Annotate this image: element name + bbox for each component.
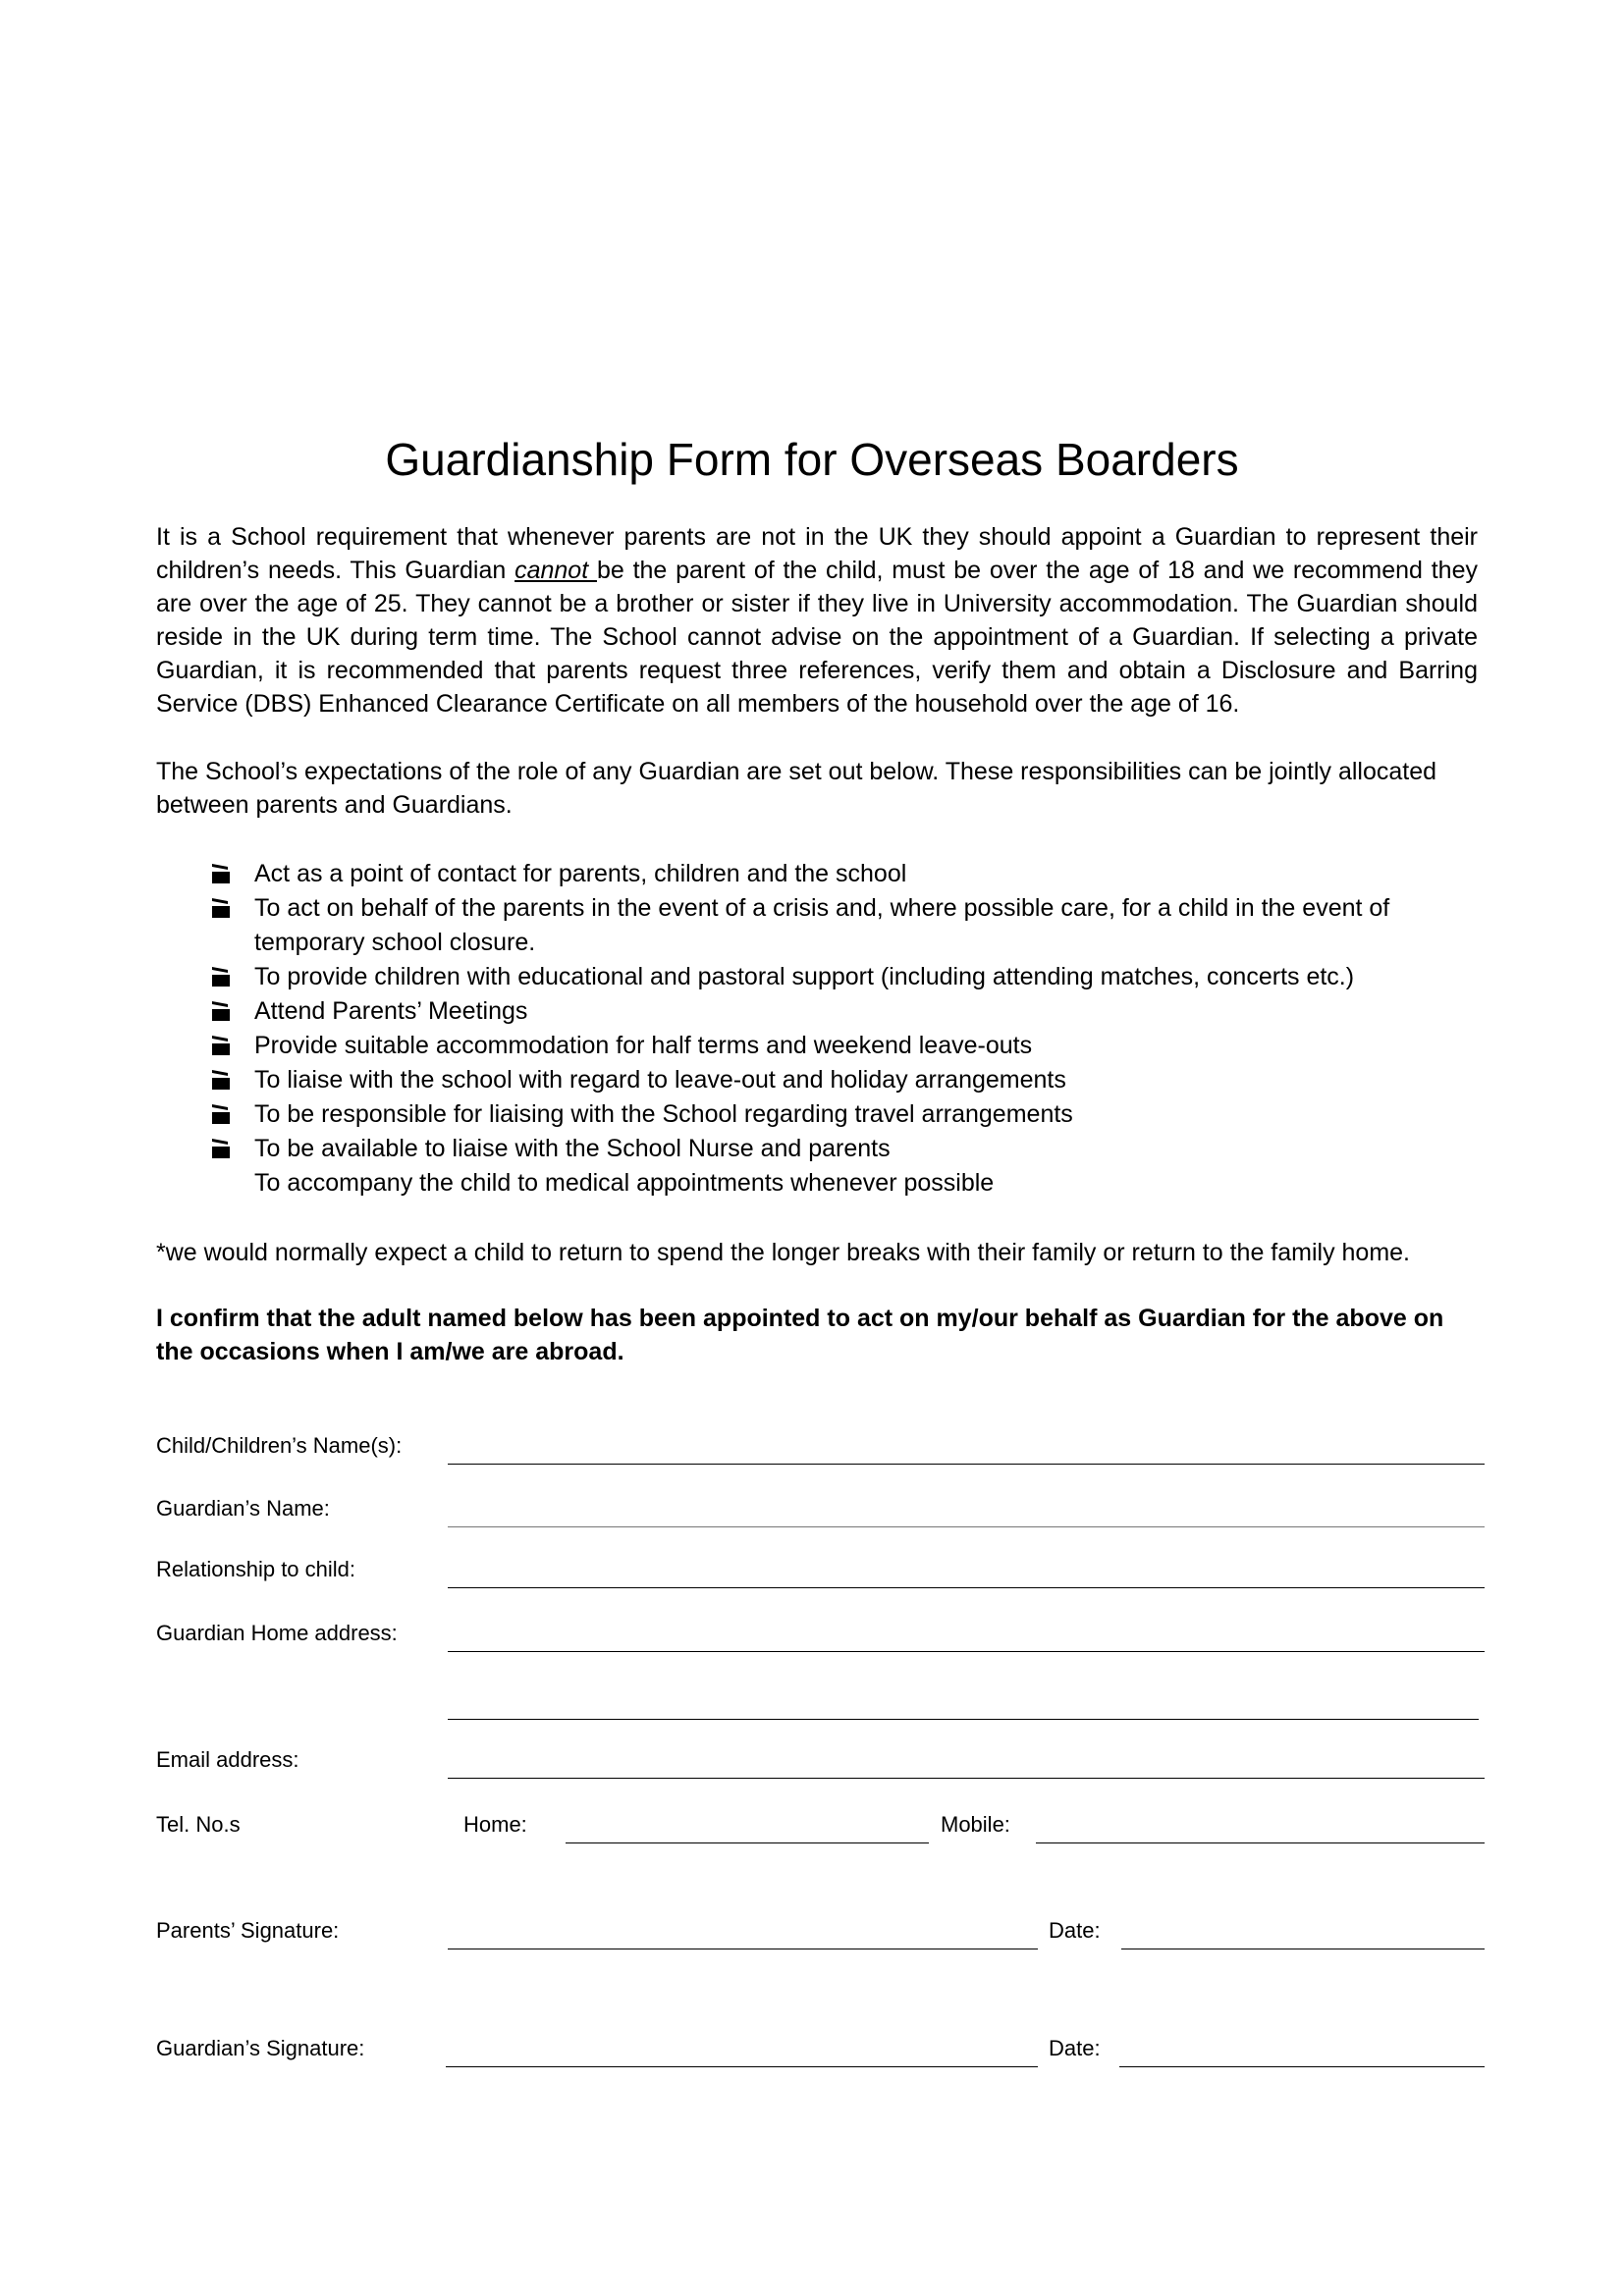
list-item bbox=[156, 1029, 1478, 1063]
tel-label: Tel. No.s bbox=[156, 1812, 241, 1837]
list-item-text: Attend Parents’ Meetings bbox=[254, 997, 528, 1025]
list-item-text: Provide suitable accommodation for half terms and weekend leave-outs bbox=[254, 1032, 1033, 1059]
address-field-line-2[interactable] bbox=[448, 1719, 1479, 1720]
guardian-date-label: Date: bbox=[1049, 2036, 1101, 2060]
clapperboard-icon bbox=[211, 1138, 231, 1159]
list-item bbox=[156, 1063, 1478, 1097]
list-item bbox=[156, 891, 1478, 960]
clapperboard-icon bbox=[211, 897, 231, 919]
parents-date-label: Date: bbox=[1049, 1918, 1101, 1943]
email-field[interactable] bbox=[448, 1778, 1485, 1779]
intro-paragraph bbox=[156, 520, 1478, 721]
mobile-tel-field[interactable] bbox=[1036, 1842, 1485, 1843]
list-item-text: To be available to liaise with the School Nurse and parents bbox=[254, 1135, 891, 1162]
list-item bbox=[156, 1097, 1478, 1132]
guardian-name-label: Guardian’s Name: bbox=[156, 1496, 330, 1521]
parents-signature-label: Parents’ Signature: bbox=[156, 1918, 340, 1943]
address-field-line-1[interactable] bbox=[448, 1651, 1485, 1652]
list-item bbox=[156, 1166, 1478, 1201]
guardian-name-row bbox=[0, 1488, 1624, 1527]
clapperboard-icon bbox=[211, 1103, 231, 1125]
intro-text-1: It is a School requirement that whenever parents are not in the UK they should appoint a Guardian to represent their children’s needs. This Guardian bbox=[156, 523, 1478, 584]
clapperboard-icon bbox=[211, 1069, 231, 1091]
guardian-signature-label: Guardian’s Signature: bbox=[156, 2036, 365, 2060]
tel-row bbox=[0, 1804, 1624, 1843]
clapperboard-icon bbox=[211, 966, 231, 988]
email-label: Email address: bbox=[156, 1747, 299, 1772]
guardian-signature-field[interactable] bbox=[446, 2066, 1038, 2067]
list-item-text: To be responsible for liaising with the School regarding travel arrangements bbox=[254, 1100, 1073, 1128]
list-item-text: To liaise with the school with regard to leave-out and holiday arrangements bbox=[254, 1066, 1066, 1094]
child-name-field[interactable] bbox=[448, 1464, 1485, 1465]
list-item bbox=[156, 960, 1478, 994]
list-item-text: To accompany the child to medical appointments whenever possible bbox=[254, 1169, 995, 1197]
clapperboard-icon bbox=[211, 863, 231, 884]
home-tel-field[interactable] bbox=[566, 1842, 929, 1843]
relationship-row bbox=[0, 1549, 1624, 1588]
guardian-signature-row bbox=[0, 2028, 1624, 2067]
list-item-text: To act on behalf of the parents in the event of a crisis and, where possible care, for a child in the event of temporary school closure. bbox=[254, 894, 1390, 956]
child-name-label: Child/Children’s Name(s): bbox=[156, 1433, 403, 1458]
responsibilities-list bbox=[156, 857, 1478, 1201]
parents-signature-row bbox=[0, 1910, 1624, 1949]
guardian-date-field[interactable] bbox=[1119, 2066, 1485, 2067]
mobile-tel-label: Mobile: bbox=[941, 1812, 1010, 1837]
footnote: *we would normally expect a child to return to spend the longer breaks with their family or return to the family home. bbox=[156, 1239, 1411, 1266]
expectations-paragraph: The School’s expectations of the role of any Guardian are set out below. These responsibilities can be jointly allocated between parents and Guardians. bbox=[156, 758, 1437, 819]
address-label: Guardian Home address: bbox=[156, 1621, 398, 1645]
page-title: Guardianship Form for Overseas Boarders bbox=[385, 434, 1239, 485]
home-tel-label: Home: bbox=[463, 1812, 527, 1837]
confirmation-statement: I confirm that the adult named below has been appointed to act on my/our behalf as Guardian for the above on the occasions when I am/we are abroad. bbox=[156, 1305, 1444, 1365]
clapperboard-icon bbox=[211, 1000, 231, 1022]
intro-emphasis: cannot bbox=[514, 557, 597, 584]
email-row bbox=[0, 1739, 1624, 1779]
guardian-name-field[interactable] bbox=[448, 1526, 1485, 1527]
list-item bbox=[156, 994, 1478, 1029]
address-row-2 bbox=[0, 1681, 1624, 1720]
list-item-text: To provide children with educational and pastoral support (including attending matches, concerts etc.) bbox=[254, 963, 1355, 990]
list-item bbox=[156, 857, 1478, 891]
intro-text-2: be the parent of the child, must be over the age of 18 and we recommend they are over the age of 25. They cannot be a brother or sister if they live in University accommodation. The Guardian should reside in the UK during term time. The School cannot advise on the appointment of a Guardian. If selecting a private Guardian, it is recommended that parents request three references, verify them and obtain a Disclosure and Barring Service (DBS) Enhanced Clearance Certificate on all members of the household over the age of 16. bbox=[156, 557, 1478, 718]
address-row bbox=[0, 1613, 1624, 1652]
relationship-label: Relationship to child: bbox=[156, 1557, 356, 1581]
relationship-field[interactable] bbox=[448, 1587, 1485, 1588]
list-item bbox=[156, 1132, 1478, 1166]
clapperboard-icon bbox=[211, 1035, 231, 1056]
child-name-row bbox=[0, 1425, 1624, 1465]
list-item-text: Act as a point of contact for parents, children and the school bbox=[254, 860, 907, 887]
